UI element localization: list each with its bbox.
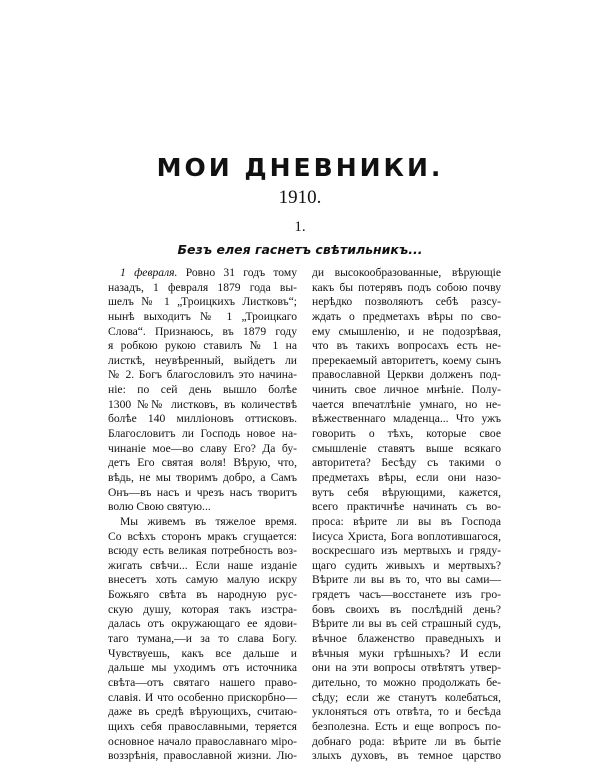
text-line: какъ бы потерявъ подъ собою почву: [312, 280, 501, 294]
text-line: Іисуса Христа, Бога воплотившагося,: [312, 529, 501, 543]
text-line: вѣдь, не мы творимъ добро, а Самъ: [108, 470, 297, 484]
text-line: всюду есть великая потребность воз-: [108, 544, 297, 558]
text-line: Онъ—въ насъ и чрезъ насъ творитъ: [108, 485, 297, 499]
text-line: грядетъ часъ—восстанете изъ гро-: [312, 588, 501, 602]
text-line: Вѣрите ли вы въ то, что вы сами—: [312, 573, 501, 587]
text-line: они на эти вопросы отвѣтятъ утвер-: [312, 661, 501, 675]
text-line: волю Свою святую...: [108, 500, 211, 514]
text-line: внесетъ хоть самую малую искру: [108, 573, 297, 587]
text-line: смышленіе ставятъ выше всякаго: [312, 441, 501, 455]
text-line: авторитета? Бесѣду съ такими о: [312, 456, 501, 470]
text-line: болѣе 140 милліоновъ оттисковъ.: [108, 412, 297, 426]
text-line: листкѣ, неувѣренный, выйдетъ ли: [108, 353, 297, 367]
page-title: МОИ ДНЕВНИКИ.: [156, 153, 444, 182]
text-line: нынѣ выходитъ № 1 „Троицкаго: [108, 309, 297, 323]
text-line: Благословитъ ли Господь новое на-: [108, 427, 297, 441]
text-line: жигать свѣчи... Если наше изданіе: [108, 558, 297, 572]
text-line: основное начало православнаго міро-: [108, 734, 297, 748]
text-line: далась отъ окружающаго ее ядови-: [108, 617, 297, 631]
year-heading: 1910.: [278, 187, 322, 208]
text-line: детъ Его святая воля! Вѣрую, что,: [108, 456, 297, 470]
text-line: вѣжественнаго младенца... Что ужъ: [312, 412, 501, 426]
text-line: Мы живемъ въ тяжелое время.: [120, 514, 297, 528]
text-line: дальше мы уходимъ отъ источника: [108, 661, 297, 675]
text-line: всего практичнѣе начинать съ во-: [312, 500, 501, 514]
text-line: предметахъ вѣры, если они назо-: [312, 470, 501, 484]
text-line: добнаго рода: вѣрите ли въ бытіе: [312, 734, 501, 748]
text-line: ди высокообразованные, вѣрующіе: [312, 266, 501, 279]
text-line: щаго судить живыхъ и мертвыхъ?: [312, 558, 501, 572]
section-heading: Безъ елея гаснетъ свѣтильникъ...: [177, 242, 423, 257]
text-line: ніе: по сей день вышло болѣе: [108, 383, 297, 397]
text-line: даже въ средѣ вѣрующихъ, считаю-: [108, 705, 297, 719]
left-column: [108, 266, 297, 764]
text-line: чинаніе мое—во славу Его? Да бу-: [108, 441, 297, 455]
text-line: 1300 №№ листковъ, въ количествѣ: [108, 397, 297, 411]
text-line: воскресшаго изъ мертвыхъ и гряду-: [312, 544, 501, 558]
section-number: 1.: [294, 219, 306, 235]
text-line: что въ такихъ вопросахъ есть не-: [312, 339, 501, 353]
right-column: [312, 266, 501, 764]
text-line: безполезна. Есть и еще вопросъ по-: [312, 719, 501, 733]
text-line: Вѣрите ли вы въ сей страшный судъ,: [312, 617, 501, 631]
text-line: ему смышленію, и не подозрѣвая,: [312, 324, 501, 338]
text-line: говорить о тѣхъ, которые свое: [312, 427, 501, 441]
text-line: чается впечатлѣніе умнаго, но не-: [312, 397, 501, 411]
text-line: ждать о предметахъ вѣры по сво-: [312, 309, 501, 323]
text-line: свѣта—отъ святаго нашего право-: [108, 675, 297, 689]
text-line: вутъ себя вѣрующими, кажется,: [312, 485, 501, 499]
date-label: 1 февраля.: [120, 266, 178, 279]
text-line: нерѣдко позволяютъ себѣ разсу-: [312, 295, 501, 309]
text-line: сѣду; если же станутъ колебаться,: [312, 690, 501, 704]
text-line: дительно, то можно продолжать бе-: [312, 675, 501, 689]
text-line: таго тумана,—и за то слава Богу.: [108, 632, 297, 646]
text-line: скую душу, которая такъ изстра-: [108, 602, 297, 616]
text-line: Чувствуешь, какъ все дальше и: [108, 646, 297, 660]
text-line: № 2. Богъ благословилъ это начина-: [108, 368, 297, 382]
text-line: проса: вѣрите ли вы въ Господа: [312, 514, 501, 528]
text-line: Слова“. Признаюсь, въ 1879 году: [108, 324, 297, 338]
text-line: православной Церкви долженъ под-: [312, 368, 501, 382]
text-line: вѣчныя муки грѣшныхъ? И если: [312, 646, 501, 660]
text-line: воззрѣнія, православной жизни. Лю-: [108, 749, 297, 763]
text-line: пререкаемый авторитетъ, коему сынъ: [312, 353, 501, 367]
text-line: назадъ, 1 февраля 1879 года вы-: [108, 280, 297, 294]
text-line: я робкою рукою ставилъ № 1 на: [108, 339, 297, 353]
text-line: чинить свое личное мнѣніе. Полу-: [312, 383, 501, 397]
text-line: Со всѣхъ сторонъ мракъ сгущается:: [108, 529, 297, 543]
text-line: вѣчное блаженство праведныхъ и: [312, 632, 501, 646]
text-line: злыхъ духовъ, въ темное царство: [312, 749, 501, 763]
text-line: щихъ себя православными, теряется: [108, 719, 297, 733]
text-line: Божьяго свѣта въ народную рус-: [108, 588, 297, 602]
text-line: славія. И что особенно прискорбно—: [108, 690, 297, 704]
text-line: шелъ № 1 „Троицкихъ Листковъ“;: [108, 295, 297, 309]
text-line: бовъ своихъ въ послѣдній день?: [312, 602, 501, 616]
text-line: 1 февраля. Ровно 31 годъ тому: [120, 266, 297, 279]
text-line: уклоняться отъ отвѣта, то и бесѣда: [312, 705, 501, 719]
